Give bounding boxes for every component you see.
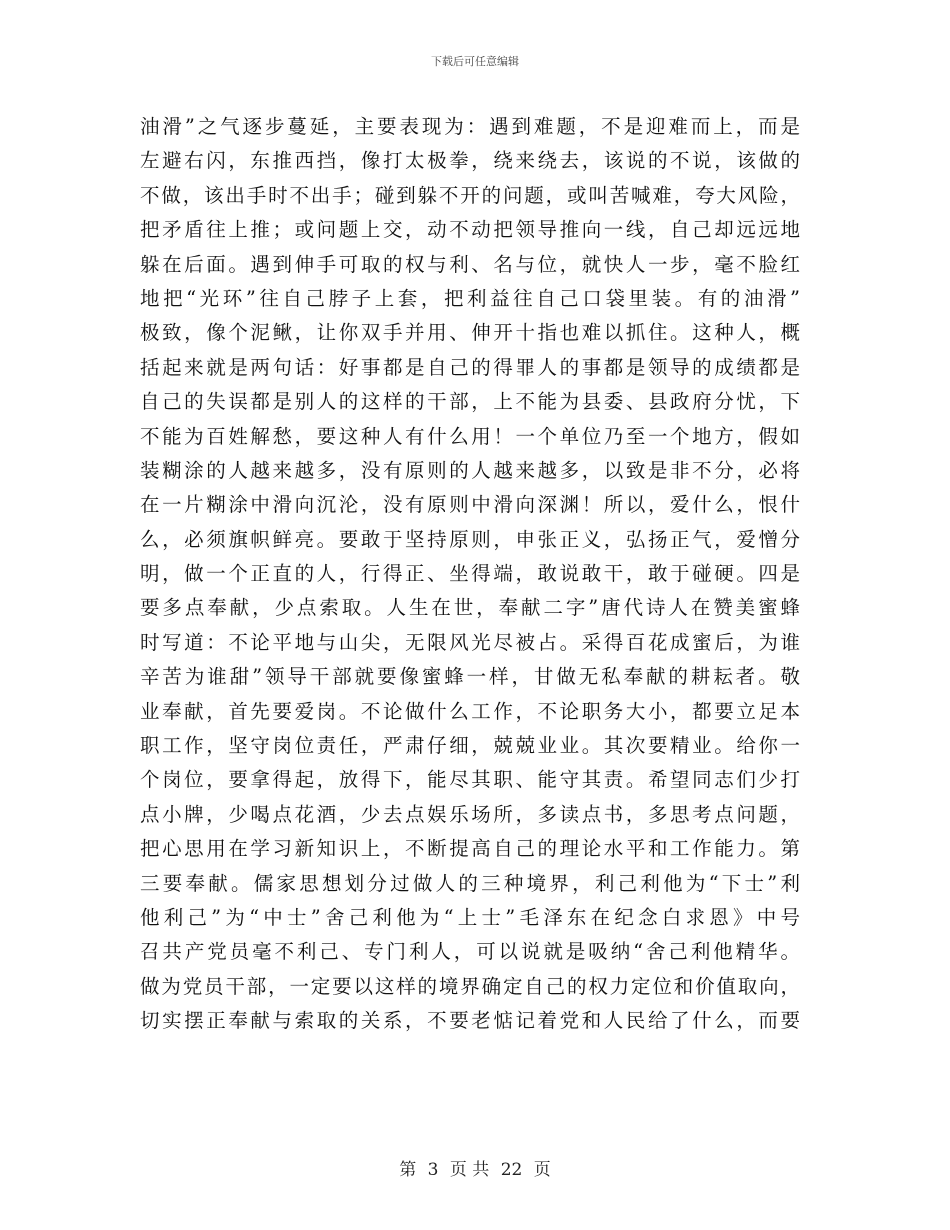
text-line: 不做，该出手时不出手；碰到躲不开的问题，或叫苦喊难，夸大风险， [140,183,800,207]
text-line: 做为党员干部，一定要以这样的境界确定自己的权力定位和价值取向， [140,974,800,998]
text-line: 油滑”之气逐步蔓延，主要表现为：遇到难题，不是迎难而上，而是 [140,115,800,138]
text-line: 职工作，坚守岗位责任，严肃仔细，兢兢业业。其次要精业。给你一 [140,734,800,758]
text-line: 把矛盾往上推；或问题上交，动不动把领导推向一线，自己却远远地 [140,218,800,242]
text-line: 个岗位，要拿得起，放得下，能尽其职、能守其责。希望同志们少打 [140,768,800,792]
page-label-suffix: 页 [533,1160,551,1180]
text-line: 不能为百姓解愁，要这种人有什么用！一个单位乃至一个地方，假如 [140,424,800,448]
current-page-number: 3 [427,1160,439,1180]
text-line: 明，做一个正直的人，行得正、坐得端，敢说敢干，敢于碰硬。四是 [140,562,800,586]
text-line: 自己的失误都是别人的这样的干部，上不能为县委、县政府分忧，下 [140,390,800,414]
text-line: 极致，像个泥鳅，让你双手并用、伸开十指也难以抓住。这种人，概 [140,321,800,345]
text-line: 装糊涂的人越来越多，没有原则的人越来越多，以致是非不分，必将 [140,458,800,482]
text-line: 在一片糊涂中滑向沉沦，没有原则中滑向深渊！所以，爱什么，恨什 [140,493,800,517]
page-header: 下载后可任意编辑 [431,55,519,68]
text-line: 三要奉献。儒家思想划分过做人的三种境界，利己利他为“下士”利 [140,871,800,895]
text-line: 把心思用在学习新知识上，不断提高自己的理论水平和工作能力。第 [140,837,800,861]
text-line: 他利己”为“中士”舍己利他为“上士”毛泽东在纪念白求恩》中号 [140,905,800,929]
text-line: 左避右闪，东推西挡，像打太极拳，绕来绕去，该说的不说，该做的 [140,149,800,173]
page-label-prefix: 第 [399,1160,417,1180]
text-line: 括起来就是两句话：好事都是自己的得罪人的事都是领导的成绩都是 [140,355,800,379]
text-line: 点小牌，少喝点花酒，少去点娱乐场所，多读点书，多思考点问题， [140,802,800,826]
text-line: 切实摆正奉献与索取的关系，不要老惦记着党和人民给了什么，而要 [140,1009,800,1033]
page-label-middle: 页 共 [449,1160,490,1180]
text-line: 要多点奉献，少点索取。人生在世，奉献二字”唐代诗人在赞美蜜蜂 [140,596,800,620]
text-line: 么，必须旗帜鲜亮。要敢于坚持原则，申张正义，弘扬正气，爱憎分 [140,527,800,551]
text-line: 召共产党员毫不利己、专门利人，可以说就是吸纳“舍己利他精华。 [140,940,800,964]
text-line: 业奉献，首先要爱岗。不论做什么工作，不论职务大小，都要立足本 [140,699,800,723]
text-line: 辛苦为谁甜”领导干部就要像蜜蜂一样，甘做无私奉献的耕耘者。敬 [140,665,800,689]
total-page-count: 22 [500,1160,523,1180]
text-line: 时写道：不论平地与山尖，无限风光尽被占。采得百花成蜜后，为谁 [140,630,800,654]
page-number-footer [0,1155,950,1180]
text-line: 躲在后面。遇到伸手可取的权与利、名与位，就快人一步，毫不脸红 [140,252,800,276]
text-line: 地把“光环”往自己脖子上套，把利益往自己口袋里装。有的油滑” [140,286,800,310]
body-text [140,110,800,1039]
